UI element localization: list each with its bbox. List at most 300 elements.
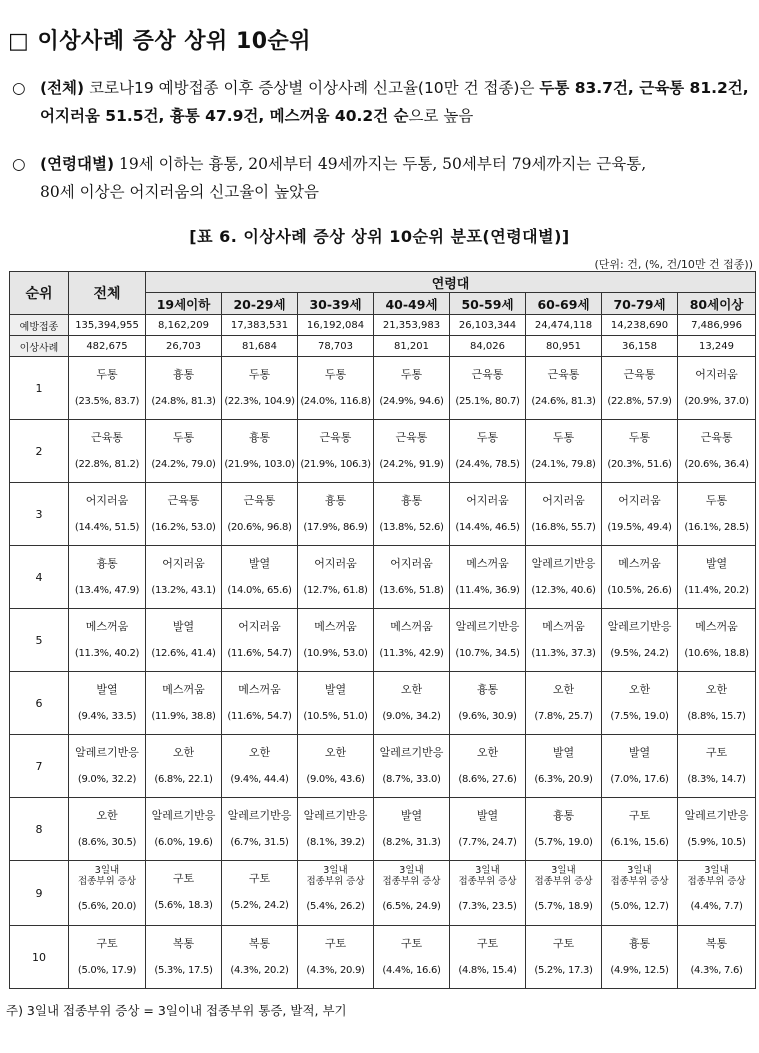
symptom-cell <box>222 798 298 861</box>
symptom-cell <box>678 798 756 861</box>
symptom-cell <box>450 609 526 672</box>
vaccination-count: 8,162,209 <box>146 315 222 336</box>
symptom-name: 발열 <box>324 683 347 696</box>
symptom-name: 흉통 <box>172 368 195 381</box>
symptom-name: 오한 <box>172 746 195 759</box>
symptom-name: 구토 <box>476 937 499 950</box>
vaccination-count: 135,394,955 <box>69 315 146 336</box>
symptom-cell <box>374 420 450 483</box>
symptom-rate: (9.4%, 44.4) <box>230 774 289 785</box>
symptom-name: 발열 <box>96 683 118 696</box>
symptom-name: 복통 <box>172 937 195 950</box>
symptom-cell <box>450 420 526 483</box>
symptom-cell <box>146 357 222 420</box>
symptom-rate: (10.7%, 34.5) <box>455 648 520 659</box>
symptom-name: 두통 <box>172 431 195 444</box>
rank-number: 1 <box>10 357 69 420</box>
symptom-cell <box>298 926 374 989</box>
symptom-rate: (5.6%, 18.3) <box>154 900 213 911</box>
symptom-cell <box>678 861 756 926</box>
bullet-highlight: 두통 83.7건, 근육통 81.2건, <box>539 79 749 97</box>
symptom-cell <box>678 546 756 609</box>
symptom-cell <box>374 546 450 609</box>
symptom-cell <box>69 926 146 989</box>
symptom-name: 메스꺼움 <box>466 557 509 570</box>
table-row <box>10 672 756 735</box>
symptom-rate: (5.7%, 19.0) <box>534 837 593 848</box>
symptom-cell <box>298 609 374 672</box>
symptom-rate: (12.6%, 41.4) <box>151 648 216 659</box>
symptom-cell <box>450 483 526 546</box>
table-row <box>10 861 756 926</box>
symptom-name: 알레르기반응 <box>303 809 368 822</box>
symptom-cell <box>222 861 298 926</box>
symptom-name: 메스꺼움 <box>314 620 357 633</box>
symptom-rate: (11.6%, 54.7) <box>227 648 292 659</box>
symptom-name: 3일내 접종부위 증상 <box>687 865 746 887</box>
symptom-rate: (13.4%, 47.9) <box>74 585 140 596</box>
symptom-cell <box>222 609 298 672</box>
symptom-rate: (6.5%, 24.9) <box>382 901 441 912</box>
symptom-cell <box>298 861 374 926</box>
symptom-cell <box>450 672 526 735</box>
symptom-rate: (8.6%, 30.5) <box>77 837 137 848</box>
symptom-cell <box>374 926 450 989</box>
symptom-name: 근육통 <box>623 368 656 381</box>
symptom-name: 메스꺼움 <box>390 620 433 633</box>
symptom-rate: (24.1%, 79.8) <box>531 459 596 470</box>
symptom-name: 발열 <box>705 557 728 570</box>
symptom-rate: (5.6%, 20.0) <box>77 901 137 912</box>
symptom-rate: (6.1%, 15.6) <box>610 837 669 848</box>
symptom-cell <box>146 798 222 861</box>
symptom-cell <box>450 798 526 861</box>
adverse-event-count: 78,703 <box>298 336 374 357</box>
symptom-name: 오한 <box>705 683 728 696</box>
symptom-cell <box>222 357 298 420</box>
symptom-cell <box>602 735 678 798</box>
adverse-event-count: 36,158 <box>602 336 678 357</box>
symptom-rate: (8.7%, 33.0) <box>382 774 441 785</box>
symptom-rate: (24.9%, 94.6) <box>379 396 444 407</box>
bullet-overall <box>12 74 749 130</box>
symptom-cell <box>69 735 146 798</box>
symptom-name: 근육통 <box>91 431 123 444</box>
bullet-text: 19세 이하는 흉통, 20세부터 49세까지는 두통, 50세부터 79세까지는 근육통, <box>114 155 647 173</box>
symptom-rate: (4.4%, 7.7) <box>690 901 743 912</box>
symptom-cell <box>602 483 678 546</box>
symptom-cell <box>69 357 146 420</box>
symptom-name: 3일내 접종부위 증상 <box>306 865 365 887</box>
symptom-rate: (9.0%, 43.6) <box>306 774 365 785</box>
symptom-name: 두통 <box>705 494 728 507</box>
symptom-rate: (4.8%, 15.4) <box>458 965 517 976</box>
symptom-name: 근육통 <box>700 431 733 444</box>
symptom-cell <box>146 609 222 672</box>
table-row <box>10 609 756 672</box>
bullet-text: 80세 이상은 어지러움의 신고율이 높았음 <box>40 183 320 201</box>
rank-number: 3 <box>10 483 69 546</box>
rank-number: 7 <box>10 735 69 798</box>
symptom-rate: (22.3%, 104.9) <box>224 396 295 407</box>
symptom-cell <box>222 926 298 989</box>
symptom-cell <box>298 798 374 861</box>
table-row <box>10 483 756 546</box>
symptom-rate: (20.9%, 37.0) <box>684 396 749 407</box>
symptom-cell <box>602 420 678 483</box>
adverse-event-count: 84,026 <box>450 336 526 357</box>
adverse-event-count: 80,951 <box>526 336 602 357</box>
table-row <box>10 926 756 989</box>
symptom-name: 흉통 <box>248 431 271 444</box>
symptom-name: 두통 <box>248 368 271 381</box>
symptom-name: 근육통 <box>243 494 276 507</box>
symptom-cell <box>602 672 678 735</box>
rank-number: 10 <box>10 926 69 989</box>
symptom-rate: (16.2%, 53.0) <box>151 522 216 533</box>
symptom-cell <box>678 483 756 546</box>
symptom-name: 오한 <box>552 683 575 696</box>
symptom-cell <box>602 798 678 861</box>
symptom-rate: (9.0%, 32.2) <box>77 774 137 785</box>
vaccination-count: 14,238,690 <box>602 315 678 336</box>
row-label-vaccinations: 예방접종 <box>10 315 69 336</box>
bullet-text: 코로나19 예방접종 이후 증상별 이상사례 신고율(10만 건 접종)은 <box>84 79 540 97</box>
symptom-cell <box>374 357 450 420</box>
symptom-rate: (4.3%, 7.6) <box>690 965 743 976</box>
symptom-cell <box>602 357 678 420</box>
symptom-cell <box>146 735 222 798</box>
symptom-rate: (13.6%, 51.8) <box>379 585 444 596</box>
symptom-name: 두통 <box>400 368 423 381</box>
symptom-cell <box>678 357 756 420</box>
symptom-name: 구토 <box>96 937 118 950</box>
symptom-cell <box>526 420 602 483</box>
symptom-rate: (5.2%, 24.2) <box>230 900 289 911</box>
symptom-name: 오한 <box>96 809 118 822</box>
symptom-cell <box>526 546 602 609</box>
table-row <box>10 735 756 798</box>
symptom-name: 오한 <box>628 683 651 696</box>
symptom-rate: (7.0%, 17.6) <box>610 774 669 785</box>
symptom-cell <box>69 420 146 483</box>
symptom-name: 두통 <box>96 368 118 381</box>
symptom-rate: (14.4%, 46.5) <box>455 522 520 533</box>
symptom-cell <box>602 926 678 989</box>
symptom-rate: (5.0%, 17.9) <box>77 965 137 976</box>
symptom-name: 구토 <box>705 746 728 759</box>
symptom-name: 구토 <box>400 937 423 950</box>
symptom-name: 3일내 접종부위 증상 <box>382 865 441 887</box>
symptom-cell <box>526 609 602 672</box>
bullet-lead: (전체) <box>40 79 85 97</box>
symptom-rate: (7.5%, 19.0) <box>610 711 669 722</box>
symptom-rate: (5.2%, 17.3) <box>534 965 593 976</box>
symptom-rate: (11.3%, 42.9) <box>379 648 444 659</box>
symptom-rate: (24.2%, 91.9) <box>379 459 444 470</box>
header-age-6: 70-79세 <box>602 293 678 315</box>
symptom-cell <box>678 926 756 989</box>
symptom-name: 메스꺼움 <box>695 620 738 633</box>
symptom-rate: (10.5%, 51.0) <box>303 711 368 722</box>
symptom-name: 근육통 <box>167 494 200 507</box>
symptom-cell <box>146 420 222 483</box>
symptom-name: 알레르기반응 <box>455 620 520 633</box>
symptom-name: 알레르기반응 <box>151 809 216 822</box>
symptom-name: 3일내 접종부위 증상 <box>610 865 669 887</box>
symptom-cell <box>374 609 450 672</box>
rank-number: 6 <box>10 672 69 735</box>
symptom-rate: (16.8%, 55.7) <box>531 522 596 533</box>
rank-number: 9 <box>10 861 69 926</box>
symptom-name: 근육통 <box>319 431 352 444</box>
symptom-cell <box>298 420 374 483</box>
header-age-group: 연령대 <box>146 272 756 293</box>
symptom-name: 발열 <box>248 557 271 570</box>
symptom-rate: (8.3%, 14.7) <box>687 774 746 785</box>
symptom-rate: (20.6%, 96.8) <box>227 522 292 533</box>
symptom-cell <box>526 926 602 989</box>
symptom-cell <box>222 420 298 483</box>
symptom-cell <box>298 735 374 798</box>
symptom-rate: (24.8%, 81.3) <box>151 396 216 407</box>
symptom-name: 구토 <box>172 872 195 885</box>
symptom-name: 오한 <box>476 746 499 759</box>
symptom-rate: (13.2%, 43.1) <box>151 585 216 596</box>
symptom-rate: (10.9%, 53.0) <box>303 648 368 659</box>
symptom-rate: (20.3%, 51.6) <box>607 459 672 470</box>
vaccination-count: 24,474,118 <box>526 315 602 336</box>
symptom-rate: (7.3%, 23.5) <box>458 901 517 912</box>
symptom-cell <box>69 798 146 861</box>
symptom-name: 두통 <box>324 368 347 381</box>
symptom-name: 어지러움 <box>314 557 357 570</box>
symptom-name: 구토 <box>552 937 575 950</box>
symptom-cell <box>146 546 222 609</box>
symptom-rate: (12.3%, 40.6) <box>531 585 596 596</box>
circle-bullet-icon: ○ <box>12 155 26 173</box>
symptom-cell <box>374 861 450 926</box>
symptom-rate: (10.5%, 26.6) <box>607 585 672 596</box>
header-age-4: 50-59세 <box>450 293 526 315</box>
symptom-name: 오한 <box>400 683 423 696</box>
symptom-name: 3일내 접종부위 증상 <box>77 865 137 887</box>
header-total: 전체 <box>69 272 146 315</box>
symptom-rate: (7.8%, 25.7) <box>534 711 593 722</box>
symptom-rate: (12.7%, 61.8) <box>303 585 368 596</box>
symptom-rate: (8.6%, 27.6) <box>458 774 517 785</box>
header-age-3: 40-49세 <box>374 293 450 315</box>
symptom-cell <box>298 546 374 609</box>
vaccination-count: 21,353,983 <box>374 315 450 336</box>
table-row <box>10 357 756 420</box>
section-title: □ 이상사례 증상 상위 10순위 <box>8 29 312 54</box>
symptom-cell <box>450 357 526 420</box>
symptom-rate: (22.8%, 81.2) <box>74 459 140 470</box>
symptom-name: 3일내 접종부위 증상 <box>458 865 517 887</box>
symptom-name: 알레르기반응 <box>607 620 672 633</box>
symptom-rate: (5.7%, 18.9) <box>534 901 593 912</box>
symptom-cell <box>602 546 678 609</box>
symptom-name: 메스꺼움 <box>618 557 661 570</box>
symptom-cell <box>146 483 222 546</box>
symptom-rate: (5.9%, 10.5) <box>687 837 746 848</box>
header-age-1: 20-29세 <box>222 293 298 315</box>
symptom-rate: (17.9%, 86.9) <box>303 522 368 533</box>
symptom-cell <box>222 483 298 546</box>
table-row <box>10 420 756 483</box>
table-unit-note: (단위: 건, (%, 건/10만 건 접종)) <box>594 258 753 271</box>
symptom-rate: (9.6%, 30.9) <box>458 711 517 722</box>
symptom-cell <box>298 672 374 735</box>
symptom-cell <box>602 861 678 926</box>
symptom-rate: (11.4%, 20.2) <box>684 585 749 596</box>
symptom-cell <box>146 926 222 989</box>
header-age-7: 80세이상 <box>678 293 756 315</box>
symptom-cell <box>678 420 756 483</box>
symptom-rate: (9.0%, 34.2) <box>382 711 441 722</box>
symptom-name: 흉통 <box>96 557 118 570</box>
symptom-name: 메스꺼움 <box>85 620 129 633</box>
row-label-adverse-events: 이상사례 <box>10 336 69 357</box>
bullet-lead: (연령대별) <box>40 155 115 173</box>
symptom-rate: (11.6%, 54.7) <box>227 711 292 722</box>
symptom-rate: (8.2%, 31.3) <box>382 837 441 848</box>
symptom-rate: (7.7%, 24.7) <box>458 837 517 848</box>
symptom-rate: (6.7%, 31.5) <box>230 837 289 848</box>
symptom-rate: (4.9%, 12.5) <box>610 965 669 976</box>
symptom-rate: (11.9%, 38.8) <box>151 711 216 722</box>
adverse-event-count: 13,249 <box>678 336 756 357</box>
vaccination-count: 7,486,996 <box>678 315 756 336</box>
symptom-name: 알레르기반응 <box>531 557 596 570</box>
symptom-name: 어지러움 <box>542 494 585 507</box>
symptom-name: 두통 <box>552 431 575 444</box>
adverse-event-count: 26,703 <box>146 336 222 357</box>
symptom-name: 어지러움 <box>695 368 738 381</box>
symptom-name: 구토 <box>628 809 651 822</box>
symptom-cell <box>602 609 678 672</box>
symptom-cell <box>69 483 146 546</box>
symptom-name: 알레르기반응 <box>684 809 749 822</box>
symptom-cell <box>146 861 222 926</box>
symptom-name: 오한 <box>248 746 271 759</box>
symptom-cell <box>298 357 374 420</box>
symptom-cell <box>526 798 602 861</box>
symptom-name: 발열 <box>400 809 423 822</box>
symptom-rate: (11.4%, 36.9) <box>455 585 520 596</box>
symptom-name: 발열 <box>552 746 575 759</box>
header-age-5: 60-69세 <box>526 293 602 315</box>
symptom-cell <box>450 546 526 609</box>
symptom-cell <box>298 483 374 546</box>
symptom-rate: (8.8%, 15.7) <box>687 711 746 722</box>
symptom-rate: (4.4%, 16.6) <box>382 965 441 976</box>
symptom-cell <box>374 483 450 546</box>
symptom-rate: (22.8%, 57.9) <box>607 396 672 407</box>
symptom-cell <box>526 735 602 798</box>
table-caption: [표 6. 이상사례 증상 상위 10순위 분포(연령대별)] <box>189 227 570 246</box>
symptom-name: 흉통 <box>552 809 575 822</box>
symptom-rate: (8.1%, 39.2) <box>306 837 365 848</box>
table-row <box>10 798 756 861</box>
symptom-rate: (23.5%, 83.7) <box>74 396 140 407</box>
symptom-cell <box>69 672 146 735</box>
symptom-name: 메스꺼움 <box>162 683 205 696</box>
symptom-name: 어지러움 <box>162 557 205 570</box>
symptom-rate: (11.3%, 40.2) <box>74 648 140 659</box>
symptom-cell <box>374 735 450 798</box>
symptom-name: 알레르기반응 <box>75 746 139 759</box>
rank-number: 8 <box>10 798 69 861</box>
table-row <box>10 546 756 609</box>
symptom-cell <box>374 798 450 861</box>
symptom-cell <box>450 926 526 989</box>
symptom-name: 알레르기반응 <box>379 746 444 759</box>
symptom-rate: (5.3%, 17.5) <box>154 965 213 976</box>
symptom-cell <box>678 609 756 672</box>
bullet-by-age <box>12 150 646 206</box>
vaccination-count: 26,103,344 <box>450 315 526 336</box>
symptom-name: 오한 <box>324 746 347 759</box>
footnote: 주) 3일내 접종부위 증상 = 3일이내 접종부위 통증, 발적, 부기 <box>6 1003 347 1018</box>
symptom-rate: (25.1%, 80.7) <box>455 396 520 407</box>
symptom-name: 구토 <box>248 872 271 885</box>
symptom-name: 구토 <box>324 937 347 950</box>
symptom-rate: (21.9%, 106.3) <box>300 459 371 470</box>
rank-number: 5 <box>10 609 69 672</box>
symptom-cell <box>450 735 526 798</box>
symptom-rate: (16.1%, 28.5) <box>684 522 749 533</box>
symptom-rate: (4.3%, 20.9) <box>306 965 365 976</box>
symptom-cell <box>222 672 298 735</box>
symptom-cell <box>526 357 602 420</box>
symptom-rate: (24.6%, 81.3) <box>531 396 596 407</box>
symptom-name: 복통 <box>705 937 728 950</box>
symptom-name: 3일내 접종부위 증상 <box>534 865 593 887</box>
symptom-cell <box>526 483 602 546</box>
symptom-name: 메스꺼움 <box>238 683 281 696</box>
symptom-rate: (24.0%, 116.8) <box>300 396 371 407</box>
symptom-name: 흉통 <box>324 494 347 507</box>
symptom-name: 어지러움 <box>466 494 509 507</box>
symptom-cell <box>678 735 756 798</box>
symptom-cell <box>146 672 222 735</box>
symptom-name: 발열 <box>476 809 499 822</box>
symptom-cell <box>69 609 146 672</box>
symptom-cell <box>526 861 602 926</box>
symptom-cell <box>450 861 526 926</box>
header-age-2: 30-39세 <box>298 293 374 315</box>
symptom-name: 흉통 <box>476 683 499 696</box>
symptom-rate: (21.9%, 103.0) <box>224 459 295 470</box>
bullet-text: 으로 높음 <box>408 107 474 125</box>
symptom-name: 알레르기반응 <box>227 809 292 822</box>
header-rank: 순위 <box>10 272 69 315</box>
symptom-cell <box>222 546 298 609</box>
bullet-highlight: 어지러움 51.5건, 흉통 47.9건, 메스꺼움 40.2건 순 <box>40 107 409 125</box>
symptom-rate: (19.5%, 49.4) <box>607 522 672 533</box>
symptom-name: 어지러움 <box>238 620 281 633</box>
symptom-name: 어지러움 <box>390 557 433 570</box>
symptom-name: 메스꺼움 <box>542 620 585 633</box>
symptom-name: 복통 <box>248 937 271 950</box>
symptom-name: 어지러움 <box>618 494 661 507</box>
symptom-name: 흉통 <box>628 937 651 950</box>
rank-number: 4 <box>10 546 69 609</box>
symptom-rate: (4.3%, 20.2) <box>230 965 289 976</box>
symptom-rate: (6.0%, 19.6) <box>154 837 213 848</box>
